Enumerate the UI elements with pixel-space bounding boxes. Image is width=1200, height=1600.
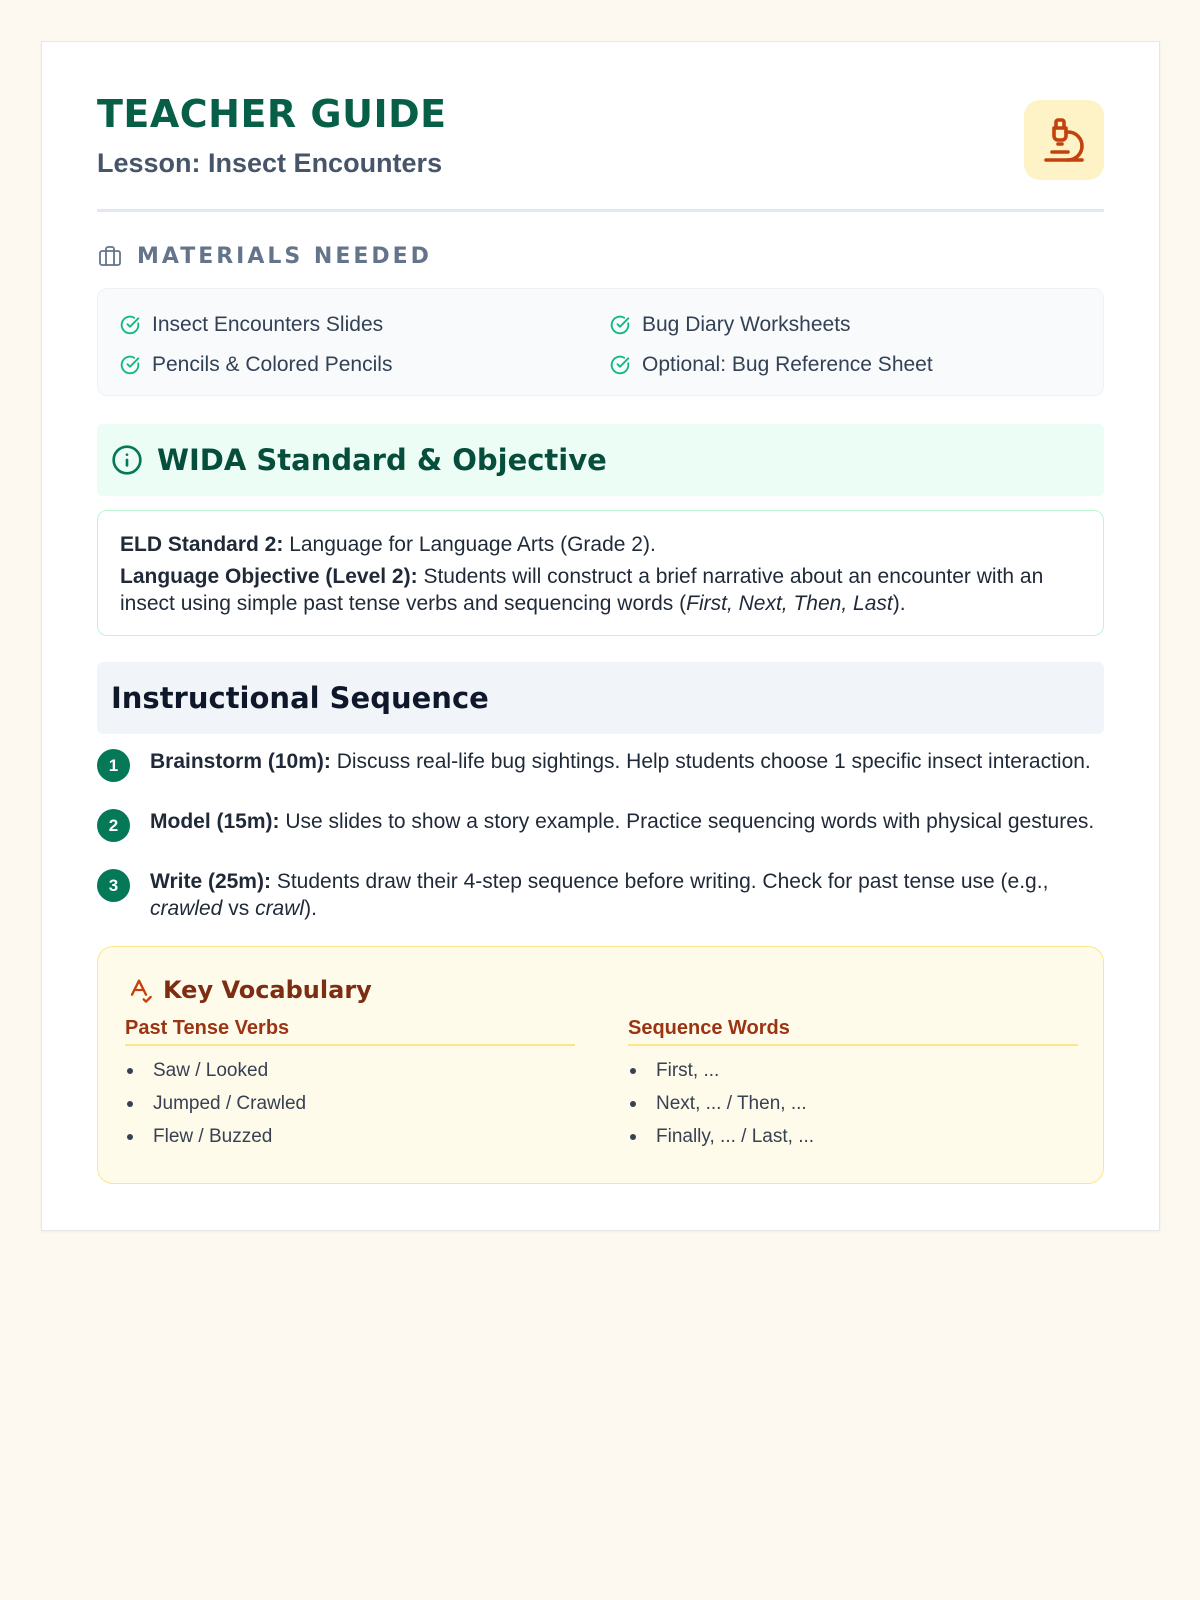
- list-item: Finally, ... / Last, ...: [628, 1120, 1078, 1153]
- step-number: 3: [97, 869, 130, 902]
- column-title: Past Tense Verbs: [125, 1017, 575, 1046]
- list-item: Jumped / Crawled: [125, 1087, 575, 1120]
- step-description: Discuss real-life bug sightings. Help students choose 1 specific insect interaction.: [336, 750, 1091, 773]
- check-circle-icon: [120, 315, 140, 335]
- list-item: [97, 748, 1104, 782]
- microscope-icon: [1040, 116, 1088, 164]
- list-item: [120, 305, 610, 345]
- example-italic: crawled: [150, 897, 223, 920]
- materials-heading-label: MATERIALS NEEDED: [137, 243, 432, 269]
- vocab-list: [125, 1054, 575, 1153]
- eld-standard: [120, 531, 1081, 558]
- vocabulary-columns: [125, 1017, 1076, 1153]
- language-objective: [120, 563, 1081, 617]
- list-item: [97, 868, 1104, 922]
- material-label: Insect Encounters Slides: [152, 313, 384, 336]
- step-label: Brainstorm (10m):: [150, 750, 331, 773]
- teacher-guide-card: [41, 41, 1160, 1231]
- language-objective-label: Language Objective (Level 2):: [120, 565, 418, 588]
- example-end: ).: [304, 897, 317, 920]
- list-item: [610, 345, 1081, 385]
- check-circle-icon: [610, 355, 630, 375]
- vocab-column-sequence: [628, 1017, 1078, 1153]
- language-objective-end: ).: [892, 592, 906, 615]
- materials-list: [97, 288, 1104, 396]
- list-item: First, ...: [628, 1054, 1078, 1087]
- guide-header: [97, 42, 1104, 212]
- step-text: [150, 748, 1104, 782]
- material-label: Optional: Bug Reference Sheet: [642, 353, 933, 376]
- eld-standard-text: Language for Language Arts (Grade 2).: [289, 533, 656, 556]
- step-number: 1: [97, 749, 130, 782]
- instruction-steps: [97, 748, 1104, 922]
- list-item: Flew / Buzzed: [125, 1120, 575, 1153]
- wida-heading-label: WIDA Standard & Objective: [157, 443, 607, 477]
- step-number: 2: [97, 809, 130, 842]
- vocab-column-verbs: [125, 1017, 575, 1153]
- step-label: Write (25m):: [150, 870, 271, 893]
- lesson-subtitle: Lesson: Insect Encounters: [97, 148, 443, 178]
- list-item: Saw / Looked: [125, 1054, 575, 1087]
- info-icon: [111, 444, 143, 476]
- step-description: Students draw their 4-step sequence before writing. Check for past tense use (e.g.,: [276, 870, 1049, 893]
- wida-details: [97, 510, 1104, 636]
- sequence-heading: Instructional Sequence: [97, 662, 1104, 734]
- list-item: [120, 345, 610, 385]
- vocab-list: [628, 1054, 1078, 1153]
- example-mid: vs: [228, 897, 250, 920]
- eld-standard-label: ELD Standard 2:: [120, 533, 284, 556]
- materials-heading: [97, 242, 1104, 270]
- vocabulary-heading-label: Key Vocabulary: [163, 976, 372, 1004]
- briefcase-icon: [97, 244, 123, 268]
- material-label: Pencils & Colored Pencils: [152, 353, 393, 376]
- page-title: TEACHER GUIDE: [97, 92, 447, 136]
- list-item: [97, 808, 1104, 842]
- sequence-words-italic: First, Next, Then, Last: [686, 592, 893, 615]
- step-description: Use slides to show a story example. Practice sequencing words with physical gestures.: [285, 810, 1095, 833]
- material-label: Bug Diary Worksheets: [642, 313, 851, 336]
- example-italic: crawl: [255, 897, 305, 920]
- list-item: Next, ... / Then, ...: [628, 1087, 1078, 1120]
- check-circle-icon: [120, 355, 140, 375]
- language-objective-text: Students will construct a brief narrative about an encounter with an insect using simple past tense verbs and sequencing words (: [120, 565, 1044, 615]
- spell-check-icon: [125, 976, 153, 1004]
- step-text: [150, 868, 1104, 922]
- list-item: [610, 305, 1081, 345]
- vocabulary-heading: [125, 973, 1076, 1007]
- vocabulary-panel: [97, 946, 1104, 1184]
- check-circle-icon: [610, 315, 630, 335]
- step-text: [150, 808, 1104, 842]
- column-title: Sequence Words: [628, 1017, 1078, 1046]
- wida-heading: [97, 424, 1104, 496]
- step-label: Model (15m):: [150, 810, 280, 833]
- microscope-badge: [1024, 100, 1104, 180]
